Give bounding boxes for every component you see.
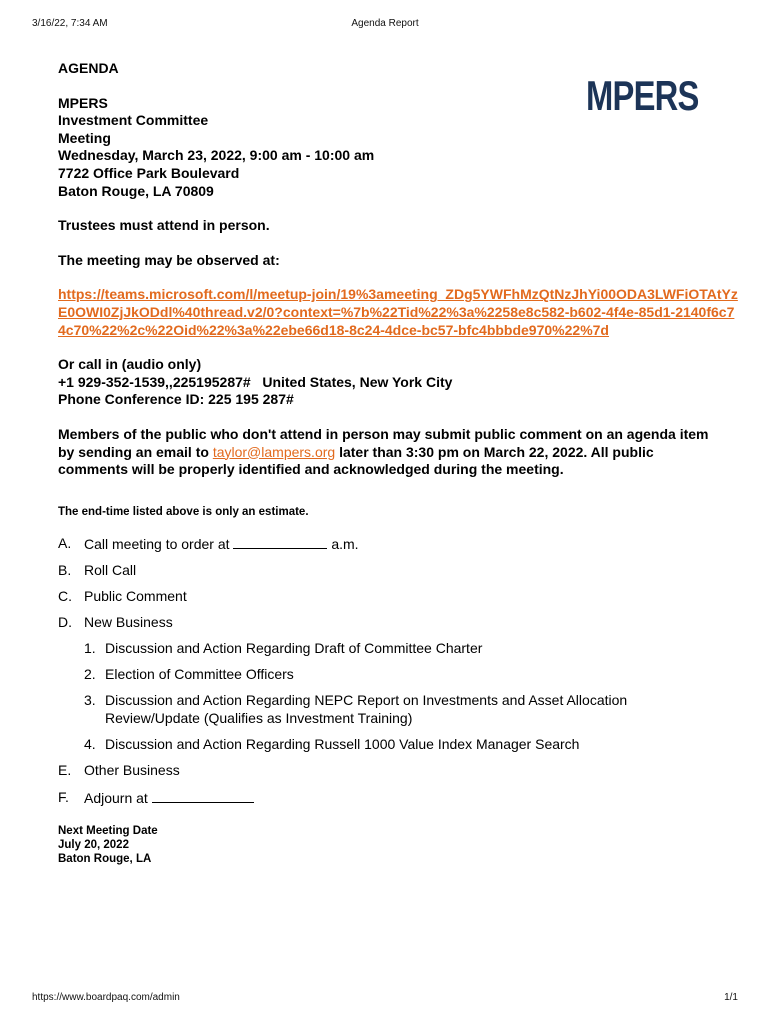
- sub-item-number: 3.: [84, 692, 96, 709]
- agenda-item-f: [58, 789, 748, 807]
- print-timestamp: 3/16/22, 7:34 AM: [32, 18, 108, 29]
- agenda-item-e: [58, 762, 748, 779]
- item-letter: C.: [58, 588, 72, 605]
- blank-line: [152, 789, 254, 803]
- report-title: Agenda Report: [351, 18, 419, 29]
- agenda-item-b: [58, 562, 748, 579]
- org-name: MPERS: [58, 94, 108, 111]
- item-letter: E.: [58, 762, 72, 779]
- item-letter: A.: [58, 534, 72, 551]
- next-meeting-label: Next Meeting Date: [58, 824, 158, 837]
- next-meeting-date: July 20, 2022: [58, 838, 129, 851]
- committee-name: Investment Committee: [58, 112, 209, 129]
- sub-item-text: Election of Committee Officers: [105, 666, 294, 683]
- trustees-note: Trustees must attend in person.: [58, 217, 270, 234]
- footer-url: https://www.boardpaq.com/admin: [32, 992, 180, 1003]
- conference-id: Phone Conference ID: 225 195 287#: [58, 391, 294, 408]
- agenda-item-a: [58, 535, 748, 553]
- next-meeting-location: Baton Rouge, LA: [58, 852, 152, 865]
- observe-note: The meeting may be observed at:: [58, 251, 280, 268]
- meeting-label: Meeting: [58, 129, 111, 146]
- item-text: Roll Call: [84, 561, 137, 578]
- agenda-items: [58, 535, 748, 807]
- email-link[interactable]: taylor@lampers.org: [212, 443, 336, 460]
- public-comment-text: Members of the public who don't attend in person may submit public comment on an agenda item by sending an email to: [58, 425, 709, 460]
- sub-item: [84, 665, 748, 683]
- item-text: Call meeting to order at: [84, 535, 230, 552]
- meeting-datetime: Wednesday, March 23, 2022, 9:00 am - 10:00 am: [58, 147, 375, 164]
- item-letter: D.: [58, 614, 72, 631]
- sub-item: [84, 639, 748, 657]
- agenda-body: [58, 60, 748, 866]
- item-text: Other Business: [84, 762, 180, 779]
- public-comment-paragraph: [58, 426, 718, 479]
- agenda-heading: AGENDA: [58, 60, 119, 76]
- item-suffix: a.m.: [331, 535, 359, 552]
- teams-meeting-link[interactable]: https://teams.microsoft.com/l/meetup-join/19%3ameeting_ZDg5YWFhMzQtNzJhYi00ODA3LWFiOTAtYzE0OWI0ZjJkODdl%40thread.v2/0?context=%7b%22Tid%22%3a%2258e8c582-b602-4f4e-85d1-2140f6c74c70%22%2c%22Oid%22%3a%22ebe66d18-8c24-4dce-bc57-bfc4bbbde970%22%7d: [58, 286, 738, 338]
- phone-number: +1 929-352-1539,,225195287# United States, New York City: [58, 373, 453, 390]
- blank-line: [233, 535, 327, 549]
- sub-item-text: Discussion and Action Regarding Draft of Committee Charter: [105, 640, 483, 657]
- meeting-address-line1: 7722 Office Park Boulevard: [58, 164, 240, 181]
- sub-item-number: 2.: [84, 666, 96, 683]
- item-text: New Business: [84, 614, 173, 631]
- logo-wordmark: MPERS: [586, 72, 699, 119]
- item-text: Adjourn at: [84, 789, 148, 806]
- agenda-item-c: [58, 588, 748, 605]
- public-comment-text-end: later than 3:30 pm on March 22, 2022. All public comments will be properly identified and acknowledged during the meeting.: [58, 443, 654, 478]
- item-letter: B.: [58, 561, 72, 578]
- call-in-label: Or call in (audio only): [58, 356, 202, 373]
- sub-item-number: 4.: [84, 736, 96, 753]
- sub-item: [84, 691, 685, 727]
- sub-item: [84, 735, 748, 753]
- agenda-item-d: [58, 614, 748, 753]
- new-business-list: [84, 639, 748, 753]
- page-number: 1/1: [724, 992, 738, 1003]
- meeting-address-line2: Baton Rouge, LA 70809: [58, 182, 214, 199]
- estimate-note: The end-time listed above is only an estimate.: [58, 505, 309, 518]
- sub-item-text: Discussion and Action Regarding Russell 1000 Value Index Manager Search: [105, 736, 580, 753]
- sub-item-number: 1.: [84, 640, 96, 657]
- sub-item-text: Discussion and Action Regarding NEPC Report on Investments and Asset Allocation Review/Update (Qualifies as Investment Training): [105, 692, 628, 727]
- item-text: Public Comment: [84, 588, 187, 605]
- item-letter: F.: [58, 788, 69, 805]
